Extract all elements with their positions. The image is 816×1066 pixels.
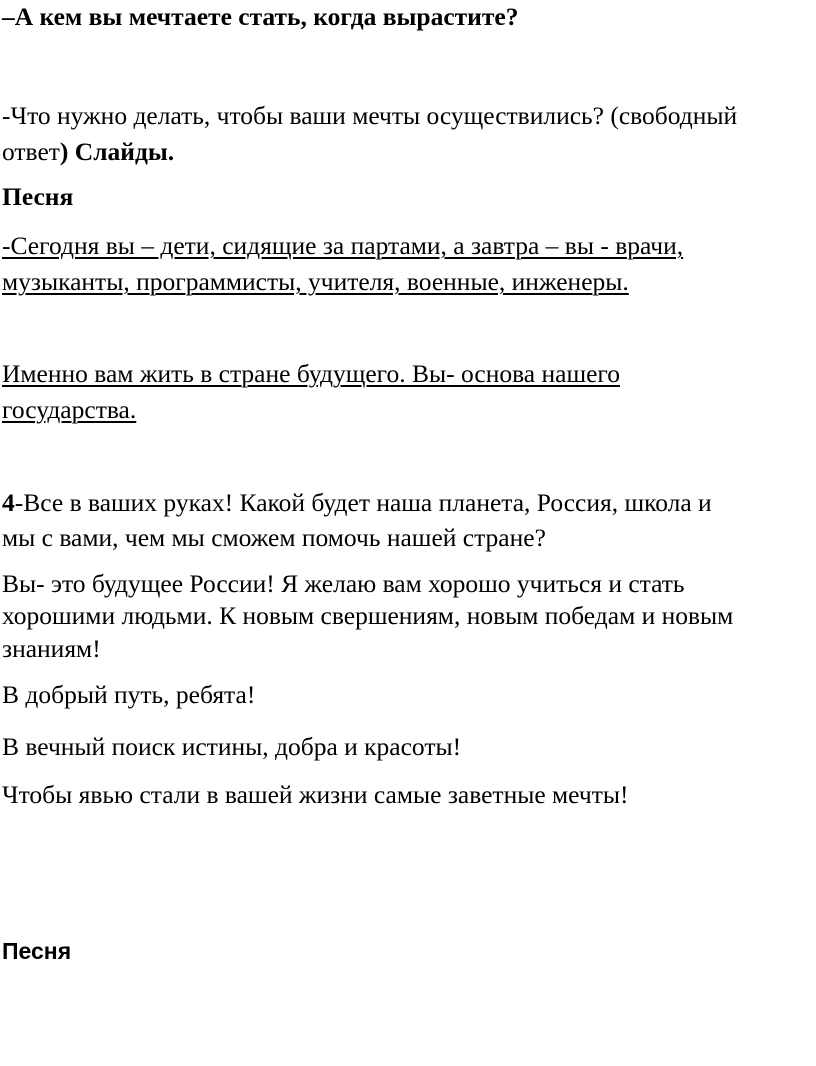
paragraph-number: 4 [2,488,15,517]
eternal-search-line: В вечный поиск истины, добра и красоты! [2,732,462,761]
good-way-line: В добрый путь, ребята! [2,680,256,709]
paragraph-4-text: -Все в ваших руках! Какой будет наша планета, Россия, школа и [14,488,712,517]
future-line-1: Именно вам жить в стране будущего. Вы- основа нашего [2,359,620,388]
question-dream-heading: –А кем вы мечтаете стать, когда вырастите? [2,2,519,31]
song-label: Песня [2,182,74,211]
today-line-1: -Сегодня вы – дети, сидящие за партами, а завтра – вы - врачи, [2,231,684,260]
wish-line-2: хорошими людьми. К новым свершениям, новым победам и новым [2,601,734,630]
question-how-line-2 [2,133,174,170]
answer-label: ответ [2,137,60,166]
paragraph-4-line-2: мы с вами, чем мы сможем помочь нашей стране? [2,523,546,552]
wish-line-3: знаниям! [2,634,101,663]
slides-label: ) Слайды. [59,137,175,166]
today-line-2: музыканты, программисты, учителя, военные, инженеры. [2,267,629,296]
future-line-2: государства. [2,395,137,424]
dreams-line: Чтобы явью стали в вашей жизни самые заветные мечты! [2,780,629,809]
wish-line-1: Вы- это будущее России! Я желаю вам хорошо учиться и стать [2,569,685,598]
paragraph-4-line-1 [2,484,712,521]
song-label-final: Песня [2,938,72,964]
question-how-line-1: -Что нужно делать, чтобы ваши мечты осуществились? (свободный [2,101,738,130]
